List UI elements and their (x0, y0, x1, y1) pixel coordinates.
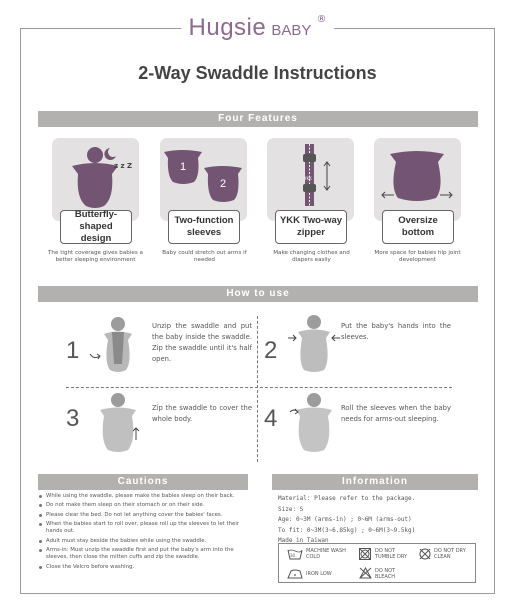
feature-description: More space for babies hip joint development (374, 250, 461, 263)
step-1-illustration (86, 314, 146, 384)
step-number: 1 (66, 337, 80, 364)
butterfly-swaddle-icon (52, 138, 139, 218)
caution-item: Adult must stay beside the babies while using the swaddle. (38, 538, 248, 545)
info-line: Material: Please refer to the package. (278, 495, 416, 502)
feature-label: Oversize bottom (382, 210, 454, 244)
section-bar-howto: How to use (38, 286, 478, 302)
section-bar-cautions: Cautions (38, 474, 248, 490)
care-label: DO NOT BLEACH (375, 568, 396, 580)
step-divider-horizontal (66, 387, 452, 388)
step-4-illustration (286, 390, 346, 460)
caution-list (38, 493, 248, 573)
ykk-tag: YKK (304, 176, 312, 181)
info-line: Made in Taiwan (278, 537, 329, 545)
step-3-illustration (90, 390, 150, 460)
feature-label: YKK Two-way zipper (275, 210, 347, 244)
feature-label: Butterfly-shaped design (60, 210, 132, 244)
no-dry-clean-icon (419, 548, 431, 560)
sleeve-mode-2-label: 2 (220, 178, 227, 190)
care-label: IRON LOW (306, 571, 332, 577)
oversize-bottom-icon (374, 138, 461, 218)
info-line: Size: S (278, 505, 304, 513)
product-info (278, 494, 478, 547)
no-tumble-dry-icon (359, 548, 371, 560)
step-instruction: Unzip the swaddle and put the baby inside the swaddle. Zip the swaddle until it's half open. (152, 322, 252, 363)
care-instructions-box (278, 543, 476, 583)
feature-card-sleeves (160, 138, 247, 238)
sleeve-mode-1-label: 1 (180, 161, 187, 173)
caution-item: When the babies start to roll over, please roll up the sleeves to let their hands out. (38, 521, 248, 535)
caution-item: Arms-in: Must unzip the swaddle first and put the baby's arm into the sleeves, then close the mitten cuffs and zip the swaddle. (38, 547, 248, 561)
care-label: DO NOT TUMBLE DRY (375, 548, 408, 560)
feature-card-oversize (374, 138, 461, 238)
feature-description: Baby could stretch out arms if needed (162, 250, 247, 263)
step-number: 4 (264, 405, 278, 432)
brand-logo (0, 14, 515, 42)
caution-item: Do not make them sleep on their stomach or on their side. (38, 502, 248, 509)
sleep-zzz-icon: z z Z (114, 162, 133, 170)
caution-item: While using the swaddle, please make the babies sleep on their back. (38, 493, 248, 500)
care-label: DO NOT DRY CLEAN (434, 548, 466, 560)
section-bar-information: Information (272, 474, 478, 490)
brand-registered-mark: ® (316, 14, 327, 25)
wash-temperature: 30 (290, 553, 296, 558)
brand-sub: BABY (271, 22, 312, 39)
step-instruction: Put the baby's hands into the sleeves. (341, 322, 451, 341)
page-title: 2-Way Swaddle Instructions (138, 63, 377, 83)
feature-card-zipper (267, 138, 354, 238)
feature-description: Make changing clothes and diapers easily (273, 250, 350, 263)
care-label: MACHINE WASH COLD (306, 548, 346, 560)
brand-name: Hugsie (188, 14, 267, 41)
caution-item: Please clear the bed. Do not let anything cover the babies' faces. (38, 512, 248, 519)
step-number: 2 (264, 337, 278, 364)
iron-low-icon (287, 568, 303, 579)
step-instruction: Zip the swaddle to cover the whole body. (152, 404, 252, 423)
no-bleach-icon (359, 567, 372, 579)
caution-item: Close the Velcro before washing. (38, 564, 248, 571)
info-line: To fit: 0~3M(3~6.85kg) ; 0~6M(3~9.5kg) (278, 526, 416, 534)
feature-label: Two-function sleeves (168, 210, 240, 244)
step-divider-vertical (257, 316, 258, 462)
feature-card-butterfly (52, 138, 139, 244)
feature-description: The tight coverage gives babies a better sleeping environment (48, 250, 143, 263)
step-number: 3 (66, 405, 80, 432)
section-bar-features: Four Features (38, 111, 478, 127)
info-line: Age: 0~3M (arms-in) ; 0~6M (arms-out) (278, 516, 412, 524)
step-instruction: Roll the sleeves when the baby needs for arms-out sleeping. (341, 404, 451, 423)
step-2-illustration (284, 312, 344, 382)
two-function-sleeves-icon (160, 138, 247, 218)
